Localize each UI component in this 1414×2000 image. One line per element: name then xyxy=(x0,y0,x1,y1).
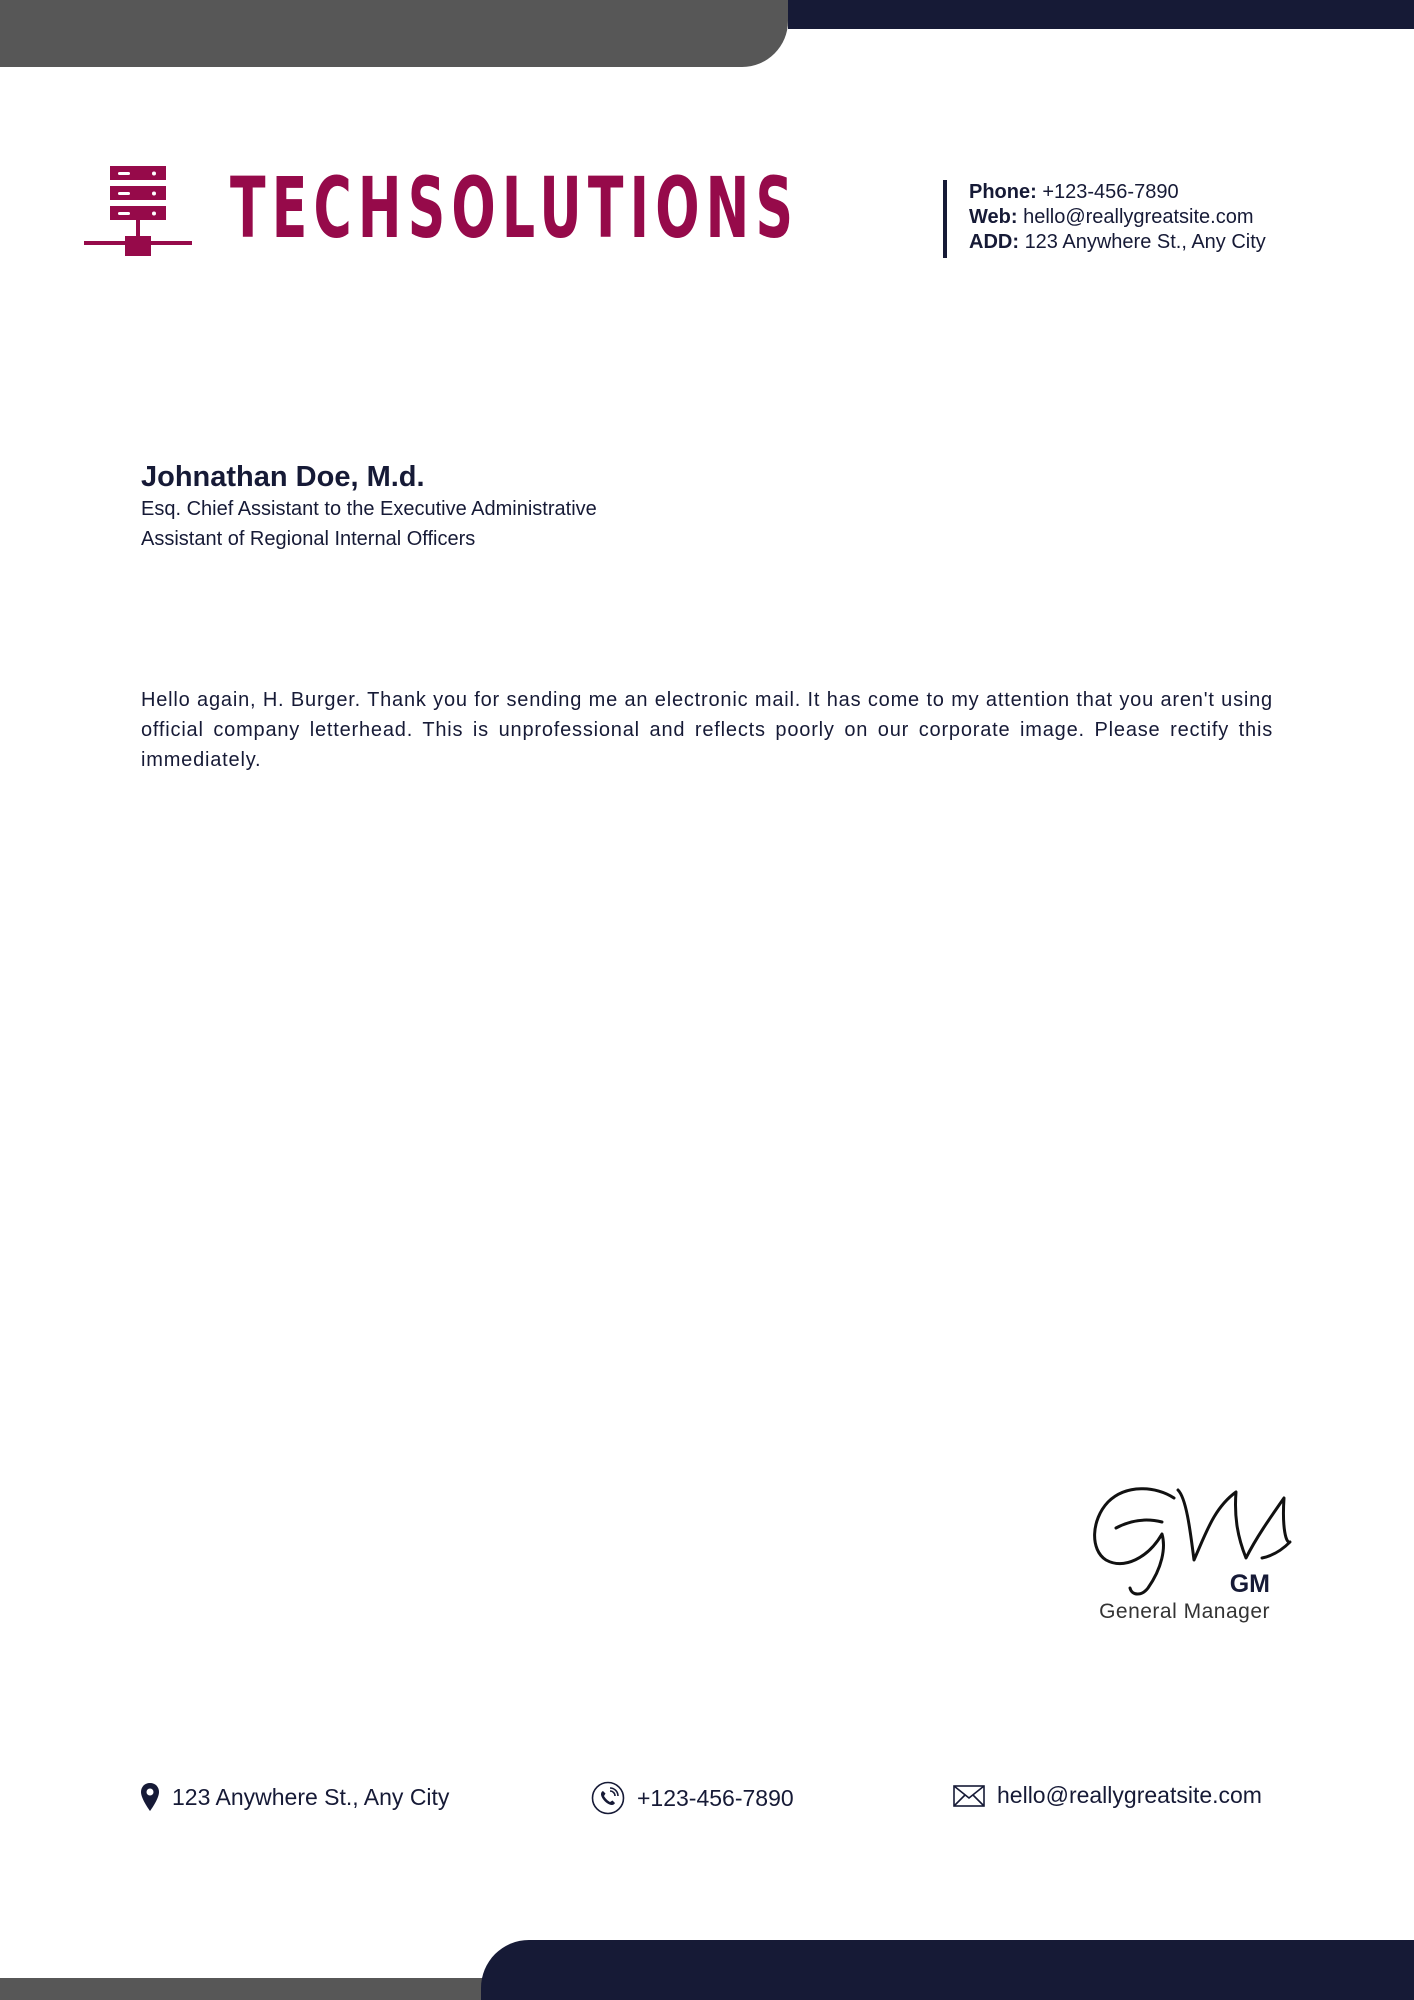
brand-name: TECHSOLUTIONS xyxy=(230,159,800,257)
footer-email-text: hello@reallygreatsite.com xyxy=(997,1782,1262,1808)
signature-initials: GM xyxy=(1229,1570,1270,1598)
signature-role: General Manager xyxy=(1099,1600,1270,1623)
company-logo xyxy=(84,159,804,278)
footer-address xyxy=(140,1782,449,1812)
recipient-title-line-1: Esq. Chief Assistant to the Executive Administrative xyxy=(141,498,597,520)
letter-body: Hello again, H. Burger. Thank you for sending me an electronic mail. It has come to my attention that you aren't using official company letterhead. This is unprofessional and reflects poorly on our corporate image. Please rectify this immediately. xyxy=(141,689,1273,771)
footer-email xyxy=(953,1782,1262,1809)
header-address: ADD: 123 Anywhere St., Any City xyxy=(969,231,1266,253)
recipient-title-line-2: Assistant of Regional Internal Officers xyxy=(141,528,476,550)
header-gray-band xyxy=(0,0,788,67)
recipient-name: Johnathan Doe, M.d. xyxy=(141,461,425,493)
footer-navy-band xyxy=(481,1940,1414,2000)
envelope-icon xyxy=(953,1784,985,1808)
phone-icon xyxy=(591,1781,625,1815)
server-network-icon xyxy=(84,162,196,274)
recipient-block xyxy=(141,460,597,554)
footer-gray-band xyxy=(0,1978,500,2000)
footer-address-text: 123 Anywhere St., Any City xyxy=(172,1783,450,1810)
footer-phone xyxy=(591,1781,794,1815)
footer-phone-text: +123-456-7890 xyxy=(637,1784,794,1811)
header-navy-band xyxy=(788,0,1414,29)
header-contact-info xyxy=(943,180,1266,258)
signature-block xyxy=(1086,1478,1296,1633)
header-phone: Phone: +123-456-7890 xyxy=(969,181,1179,203)
header-web: Web: hello@reallygreatsite.com xyxy=(969,206,1254,228)
location-pin-icon xyxy=(140,1782,160,1812)
